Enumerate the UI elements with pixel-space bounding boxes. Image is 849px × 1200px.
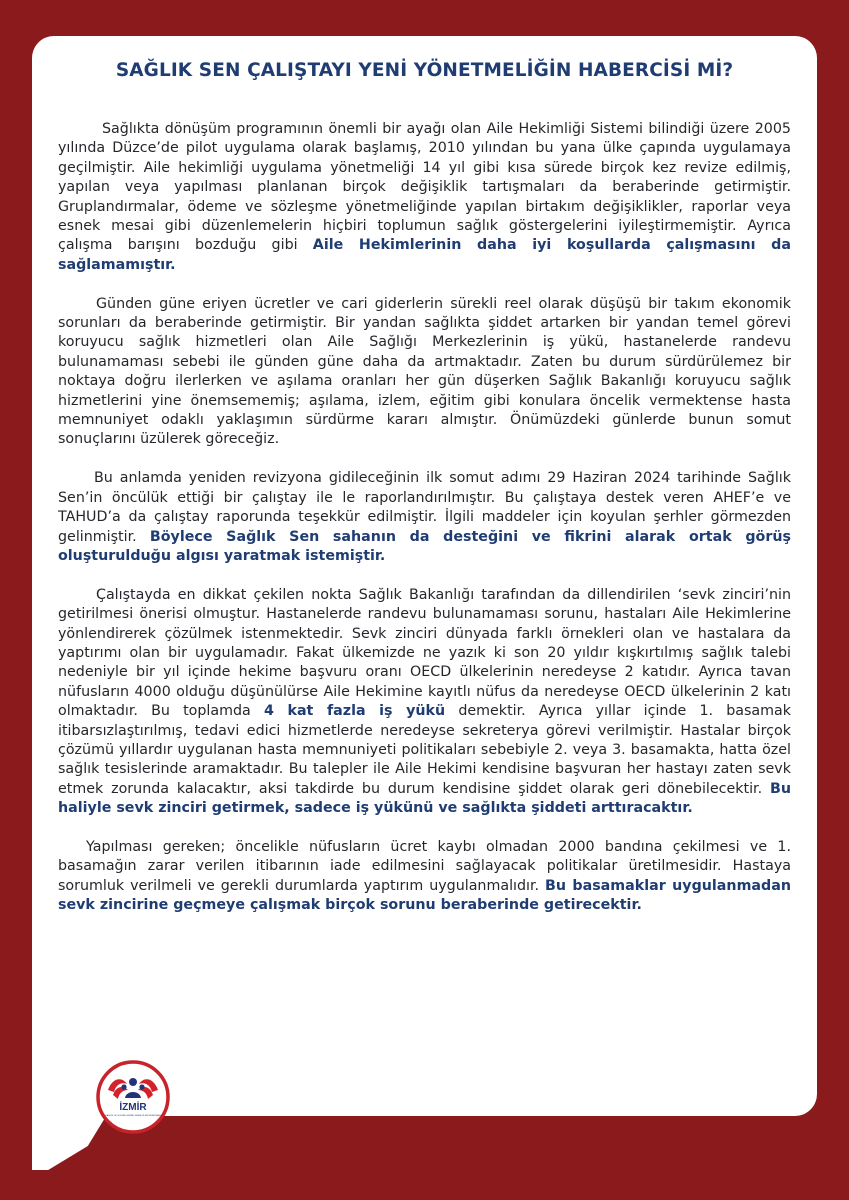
emphasis-text: Bu haliyle sevk zinciri getirmek, sadece iş yükünü ve sağlıkta şiddeti arttıracaktır. [58,780,791,817]
emphasis-text: 4 kat fazla iş yükü [263,703,446,720]
paragraph-1: Sağlıkta dönüşüm programının önemli bir ayağı olan Aile Hekimliği Sistemi bilindiği üzere 2005 yılında Düzce’de pilot uygulama olarak başlamış, 2010 yılından bu yana ülke çapında uygulamaya geçilmiştir. Aile hekimliği uygulama yönetmeliği 14 yıl gibi kısa sürede birçok kez revize edilmiş, yapılan veya yapılması planlanan birçok değişiklik tartışmaları da beraberinde getirmiştir. Gruplandırmalar, ödeme ve sözleşme yönetmeliğinde yapılan birtakım değişiklikler, raporlar veya esnek mesai gibi düzenlemelerin hiçbiri toplumun sağlık göstergelerini iyileştirmemiştir. Ayrıca çalışma barışını bozduğu gibi Aile Hekimlerinin daha iyi koşullarda çalışmasını da sağlamamıştır. [58,121,791,273]
paragraph-2: Günden güne eriyen ücretler ve cari giderlerin sürekli reel olarak düşüşü bir takım ekonomik sorunları da beraberinde getirmiştir. Bir yandan sağlıkta şiddet artarken bir yandan temel görevi koruyucu sağlık hizmetleri olan Aile Sağlığı Merkezlerinin iş yükü, hastanelerde randevu bulunamaması sebebi ile günden güne daha da artmaktadır. Zaten bu durum sürdürülemez bir noktaya doğru ilerlerken ve aşılama oranları her gün düşerken Sağlık Bakanlığı koruyucu sağlık hizmetlerini yine önemsememiş; aşılama, izlem, eğitim gibi konulara öncelik vermektense hasta memnuniyet odaklı yaklaşımın sürdürme kararı almıştır. Önümüzdeki günlerde bunun somut sonuçlarını üzülerek göreceğiz. [58,295,791,448]
paragraph-4: Çalıştayda en dikkat çekilen nokta Sağlık Bakanlığı tarafından da dillendirilen ‘sevk zinciri’nin getirilmesi önerisi olmuştur. Hastanelerde randevu bulunamaması sorunu, hastaları Aile Hekimlerine yönlendirerek çözülmek istenmektedir. Sevk zinciri dünyada farklı örnekleri olan ve hastalara da yaptırımı olan bir uygulamadır. Fakat ülkemizde ne yazık ki son 20 yıldır kışkırtılmış sağlık talebi nedeniyle bir yıl içinde hekime başvuru oranı OECD ülkelerinin neredeyse 2 katıdır. Ayrıca tavan nüfusların 4000 olduğu düşünülürse Aile Hekimine kayıtlı nüfus da neredeyse OECD ülkelerinin 2 katı olmaktadır. Bu toplamda 4 kat fazla iş yükü demektir. Ayrıca yıllar içinde 1. basamak itibarsızlaştırılmış, tedavi edici hizmetlerde neredeyse sekreterya görevi verilmiştir. Hastalar birçok çözümü yıllardır uygulanan hasta memnuniyeti politikaları sebebiyle 2. veya 3. basamakta, hatta özel sağlık tesislerinde aramaktadır. Bu talepler ile Aile Hekimi kendisine başvuran her hastayı zaten sevk etmek zorunda kalacaktır, aksi takdirde bu durum kendisine şiddet olarak geri dönebilecektir. Bu haliyle sevk zinciri getirmek, sadece iş yükünü ve sağlıkta şiddeti arttıracaktır. [58,586,791,817]
izmir-union-logo [96,1060,170,1134]
emphasis-text: Böylece Sağlık Sen sahanın da desteğini ve fikrini alarak ortak görüş oluşturulduğu algısı yaratmak istemiştir. [58,528,791,564]
emphasis-text: Aile Hekimlerinin daha iyi koşullarda çalışmasını da sağlamamıştır. [58,237,791,273]
article-body [58,120,791,935]
emphasis-text: Bu basamaklar uygulanmadan sevk zincirine geçmeye çalışmak birçok sorunu beraberinde getirecektir. [58,877,791,914]
paragraph-5: Yapılması gereken; öncelikle nüfusların ücret kaybı olmadan 2000 bandına çekilmesi ve 1. basamağın zarar verilen itibarının iade edilmesini sağlayacak politikalar üretilmesidir. Hastaya sorumluk verilmeli ve gerekli durumlarda yaptırım uygulanmalıdır. Bu basamaklar uygulanmadan sevk zincirine geçmeye çalışmak birçok sorunu beraberinde getirecektir. [58,838,791,914]
article-title: SAĞLIK SEN ÇALIŞTAYI YENİ YÖNETMELİĞİN HABERCİSİ Mİ? [115,60,734,81]
logo-text: İZMİR [119,1102,147,1113]
paragraph-3: Bu anlamda yeniden revizyona gidileceğinin ilk somut adımı 29 Haziran 2024 tarihinde Sağlık Sen’in öncülük ettiği bir çalıştay ile le raporlandırılmıştır. Bu çalıştaya destek veren AHEF’e ve TAHUD’a da çalıştay raporunda teşekkür edilmiştir. İlgili maddeler için koyulan şerhler görmezden gelinmiştir. Böylece Sağlık Sen sahanın da desteğini ve fikrini alarak ortak görüş oluşturulduğu algısı yaratmak istemiştir. [58,470,791,564]
logo-subtext: SAĞLIK VE SOSYAL HİZMET EMEKÇİLERİ SENDİKASI [105,1115,161,1117]
